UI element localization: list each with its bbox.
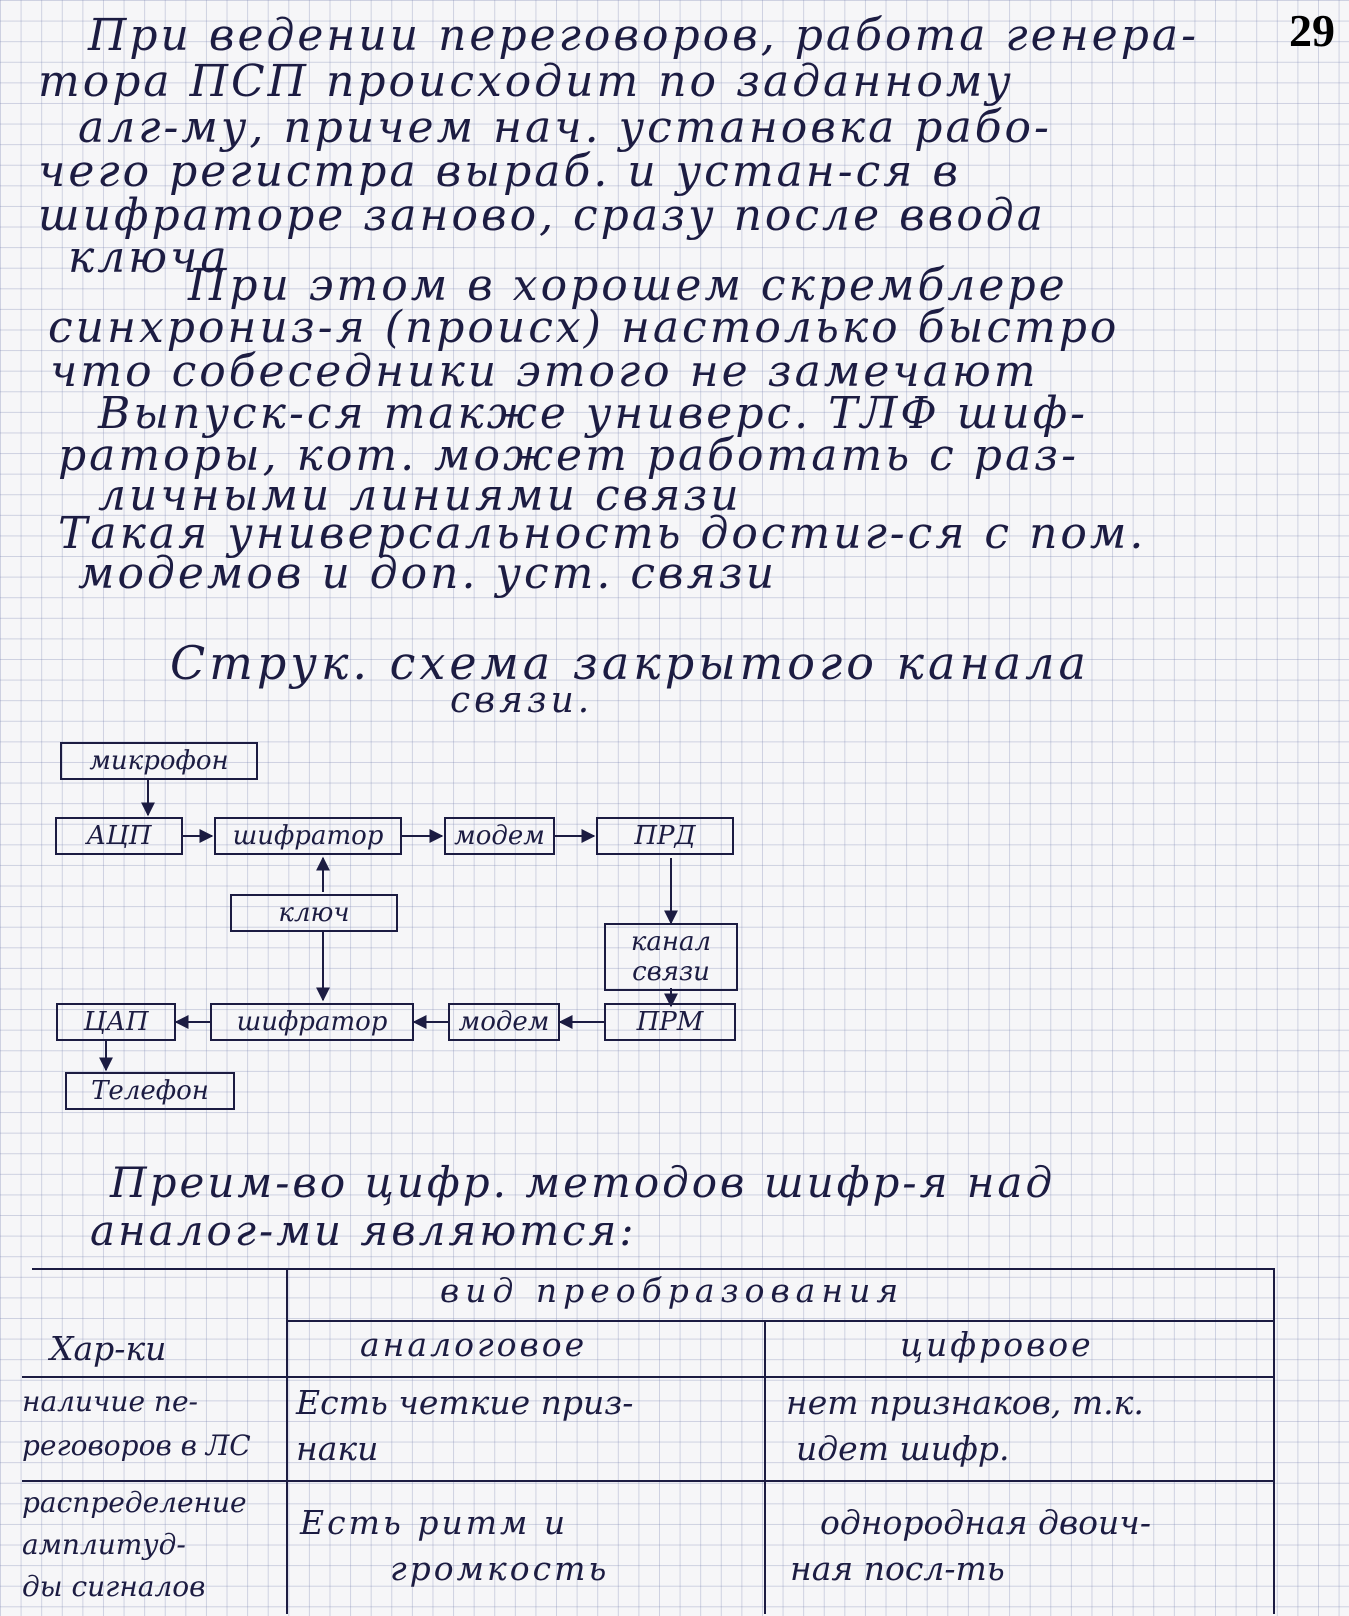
text-line: синхрониз-я (происх) настолько быстро xyxy=(48,302,1120,353)
channel-label-line2: связи xyxy=(632,957,710,987)
cell-line: нет признаков, т.к. xyxy=(786,1383,1144,1422)
cell-line: однородная двоич- xyxy=(820,1503,1151,1542)
adc-block: АЦП xyxy=(55,817,183,855)
text-line: Выпуск-ся также универс. ТЛФ шиф- xyxy=(98,388,1089,439)
table-row2-characteristic xyxy=(22,1482,247,1608)
text-line: алг-му, причем нач. установка рабо- xyxy=(78,102,1052,153)
cell-line: громкость xyxy=(390,1549,610,1588)
cell-line: ды сигналов xyxy=(22,1570,206,1603)
key-block: ключ xyxy=(230,894,398,932)
table-col-divider-2 xyxy=(764,1320,766,1614)
cell-line: Есть ритм и xyxy=(300,1503,569,1542)
cell-line: амплитуд- xyxy=(22,1528,186,1561)
microphone-block: микрофон xyxy=(60,742,258,780)
text-line: Такая универсальность достиг-ся с пом. xyxy=(58,508,1147,559)
channel-label-line1: канал xyxy=(630,927,712,957)
table-row2-digital xyxy=(790,1500,1151,1592)
table-header-bottom xyxy=(22,1376,1275,1378)
receiver-block: ПРМ xyxy=(604,1003,736,1041)
modem-rx-block: модем xyxy=(448,1003,560,1041)
transmitter-block: ПРД xyxy=(596,817,734,855)
text-line: шифраторе заново, сразу после ввода xyxy=(38,190,1046,241)
decryptor-block: шифратор xyxy=(210,1003,414,1041)
page-number: 29 xyxy=(1289,5,1335,56)
text-line: чего регистра выраб. и устан-ся в xyxy=(38,146,961,197)
encryptor-block: шифратор xyxy=(214,817,402,855)
advantages-line: Преим-во цифр. методов шифр-я над xyxy=(110,1158,1056,1207)
telephone-block: Телефон xyxy=(65,1072,235,1110)
text-line: ключа xyxy=(68,232,230,283)
table-header-characteristic: Хар-ки xyxy=(50,1329,167,1368)
advantages-line: аналог-ми являются: xyxy=(90,1206,637,1255)
modem-tx-block: модем xyxy=(444,817,555,855)
channel-block xyxy=(604,923,738,991)
text-line: раторы, кот. может работать с раз- xyxy=(58,430,1080,481)
diagram-heading-line2: связи. xyxy=(450,680,594,721)
table-row1-analog xyxy=(296,1380,633,1472)
dac-block: ЦАП xyxy=(56,1003,176,1041)
table-row1-characteristic xyxy=(22,1380,251,1468)
cell-line: ная посл-ть xyxy=(790,1549,1005,1588)
cell-line: идет шифр. xyxy=(796,1429,1010,1468)
cell-line: реговоров в ЛС xyxy=(22,1429,251,1462)
text-line: тора ПСП происходит по заданному xyxy=(38,56,1014,107)
table-col-divider-1 xyxy=(286,1268,288,1614)
text-line: При этом в хорошем скремблере xyxy=(188,260,1068,311)
cell-line: распределение xyxy=(22,1486,247,1519)
text-line: что собеседники этого не замечают xyxy=(50,346,1039,397)
table-border-right xyxy=(1273,1268,1275,1614)
cell-line: наки xyxy=(296,1429,379,1468)
cell-line: наличие пе- xyxy=(22,1385,198,1418)
diagram-heading: Струк. схема закрытого канала xyxy=(170,636,1090,690)
text-line: модемов и доп. уст. связи xyxy=(78,548,778,599)
table-header-digital: цифровое xyxy=(900,1325,1094,1364)
cell-line: Есть четкие приз- xyxy=(296,1383,634,1422)
text-line: личными линиями связи xyxy=(98,470,742,521)
text-line: При ведении переговоров, работа генера- xyxy=(88,10,1199,61)
table-row1-digital xyxy=(786,1380,1144,1472)
table-row2-analog xyxy=(300,1500,609,1592)
table-header-analog: аналоговое xyxy=(360,1325,588,1364)
table-group-header: вид преобразования xyxy=(440,1271,905,1310)
